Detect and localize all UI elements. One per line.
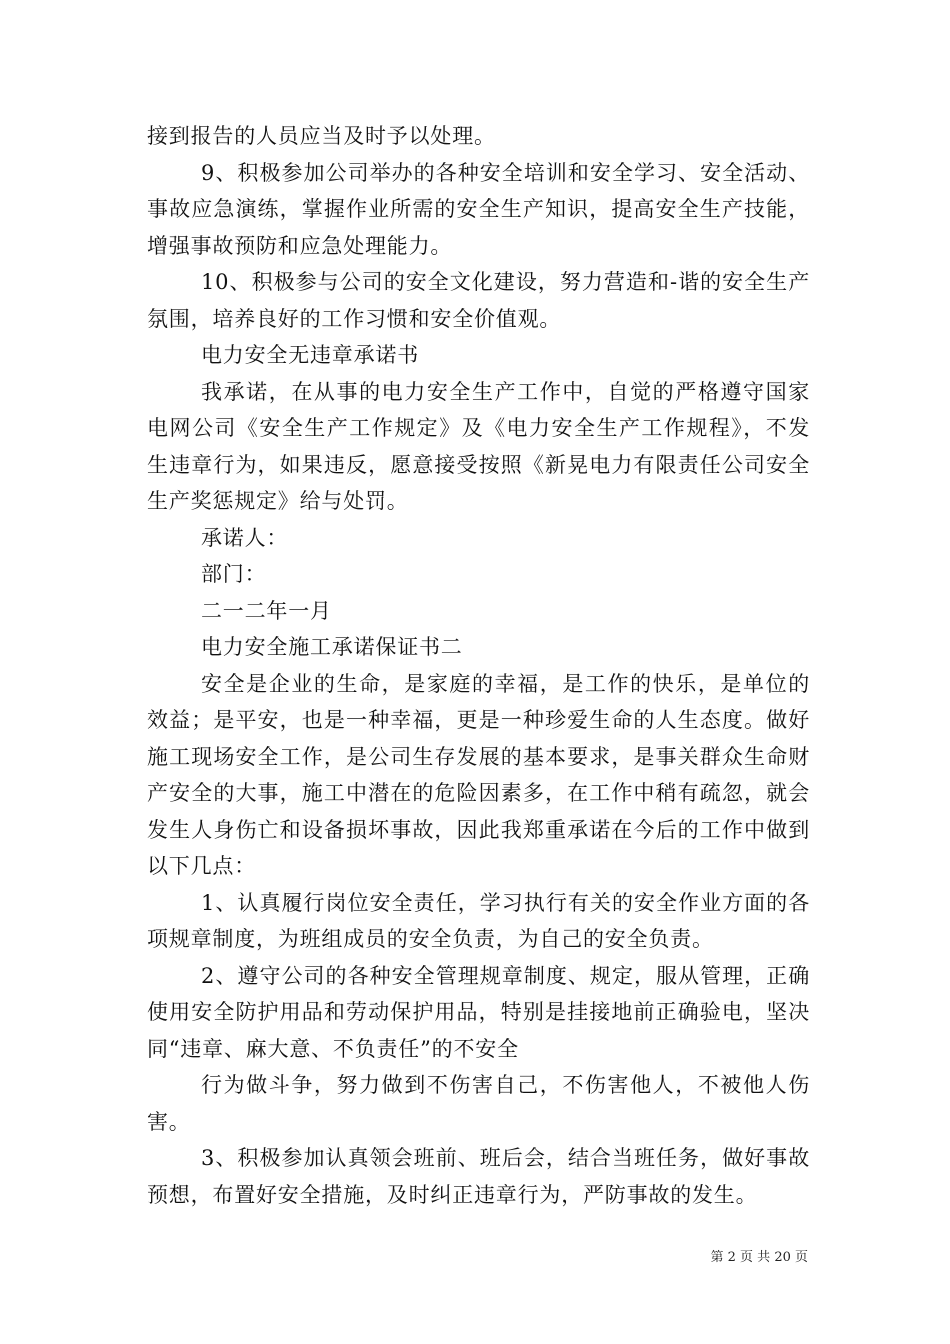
signature-line: 承诺人： xyxy=(201,525,289,550)
document-body xyxy=(147,118,810,1213)
paragraph: 安全是企业的生命，是家庭的幸福，是工作的快乐，是单位的效益；是平安，也是一种幸福，更是一种珍爱生命的人生态度。做好施工现场安全工作，是公司生存发展的基本要求，是事关群众生命财产安全的大事，施工中潜在的危险因素多，在工作中稍有疏忽，就会发生人身伤亡和设备损坏事故，因此我郑重承诺在今后的工作中做到以下几点： xyxy=(147,671,810,878)
department-line: 部门： xyxy=(201,562,267,586)
paragraph: 接到报告的人员应当及时予以处理。 xyxy=(147,124,496,148)
section-title: 电力安全无违章承诺书 xyxy=(201,343,419,367)
date-line: 二一二年一月 xyxy=(201,598,332,623)
paragraph: 2、遵守公司的各种安全管理规章制度、规定，服从管理，正确使用安全防护用品和劳动保护用品，特别是挂接地前正确验电，坚决同“违章、麻大意、不负责任”的不安全 xyxy=(147,963,810,1061)
paragraph: 9、积极参加公司举办的各种安全培训和安全学习、安全活动、事故应急演练，掌握作业所需的安全生产知识，提高安全生产技能，增强事故预防和应急处理能力。 xyxy=(147,160,810,258)
paragraph: 行为做斗争，努力做到不伤害自己，不伤害他人，不被他人伤害。 xyxy=(147,1073,810,1134)
paragraph: 10、积极参与公司的安全文化建设，努力营造和-谐的安全生产氛围，培养良好的工作习惯和安全价值观。 xyxy=(147,270,810,331)
paragraph: 我承诺，在从事的电力安全生产工作中，自觉的严格遵守国家电网公司《安全生产工作规定》及《电力安全生产工作规程》，不发生违章行为，如果违反，愿意接受按照《新晃电力有限责任公司安全生产奖惩规定》给与处罚。 xyxy=(147,379,810,513)
paragraph: 1、认真履行岗位安全责任，学习执行有关的安全作业方面的各项规章制度，为班组成员的安全负责，为自己的安全负责。 xyxy=(147,890,810,951)
page-number: 第 2 页 共 20 页 xyxy=(710,1250,808,1265)
paragraph: 3、积极参加认真领会班前、班后会，结合当班任务，做好事故预想，布置好安全措施，及时纠正违章行为，严防事故的发生。 xyxy=(147,1146,810,1207)
section-title: 电力安全施工承诺保证书二 xyxy=(201,635,463,659)
